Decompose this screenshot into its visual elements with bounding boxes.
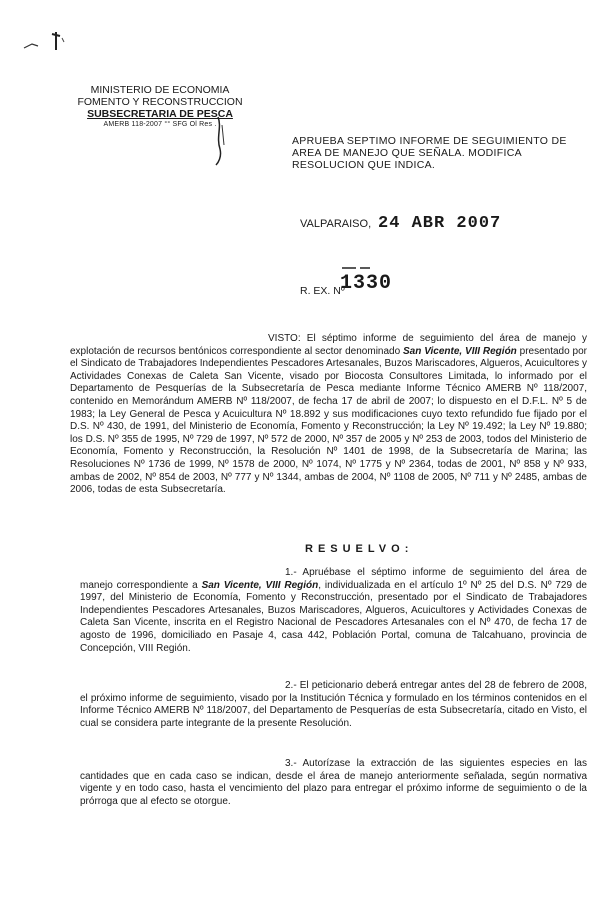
item1-place: San Vicente, VIII Región	[201, 579, 319, 591]
document-reference: AMERB 118-2007 °° SFG Ol Res .	[103, 121, 217, 128]
subsecretaria-name: SUBSECRETARIA DE PESCA	[87, 108, 233, 120]
handwritten-mark	[210, 115, 228, 167]
item1-text-1: 1.- Apruébase el séptimo informe de seguimiento del área de manejo correspondiente a	[80, 567, 587, 591]
resolution-item-1	[80, 567, 587, 655]
resolution-number: 1330	[340, 272, 393, 295]
resolution-item-3: 3.- Autorízase la extracción de las siguientes especies en las cantidades que en cada caso se indican, desde el área de manejo anteriormente señalada, según normativa vigente y en todo caso, hasta el vencimiento del plazo para entregar el próximo informe de seguimiento o de la prórroga que al efecto se otorgue.	[80, 758, 587, 807]
date-stamp: 24 ABR 2007	[378, 214, 502, 233]
ministry-subtitle: FOMENTO Y RECONSTRUCCION	[77, 96, 243, 108]
resolution-item-2: 2.- El peticionario deberá entregar antes del 28 de febrero de 2008, el próximo informe de seguimiento, visado por la Institución Técnica y formulado en los términos contenidos en el Informe Técnico AMERB Nº 118/2007, del Departamento de Pesquerías de esta Subsecretaría, citado en Visto, el cual se considera parte integrante de la presente Resolución.	[80, 680, 587, 729]
corner-pen-marks	[22, 28, 82, 58]
ministry-name: MINISTERIO DE ECONOMIA	[90, 84, 230, 96]
resuelvo-heading: RESUELVO:	[305, 543, 414, 555]
visto-text-2: presentado por el Sindicato de Trabajadores Independientes Pescadores Artesanales, Buzos Mariscadores, Algueros, Acuicultores y Actividades Conexas de Caleta San Vicente, visado por Biocosta Consultores Limitada, lo informado por el Departamento de Pesquerías de la Subsecretaría de Pesca mediante Informe Técnico AMERB Nº 118/2007, contenido en Memorándum AMERB Nº 118/2007, de fecha 17 de abril de 2007; lo dispuesto en el D.F.L. Nº 5 de 1983; la Ley General de Pesca y Acuicultura Nº 18.892 y sus modificaciones cuyo texto refundido fue fijado por el D.S. Nº 430, de 1991, del Ministerio de Economía, Fomento y Reconstrucción; la Ley Nº 19.492; la Ley Nº 19.880; los D.S. Nº 355 de 1995, Nº 729 de 1997, Nº 572 de 2000, Nº 357 de 2005 y Nº 253 de 2003, todos del Ministerio de Economía, Fomento y Reconstrucción, la Resolución Nº 1401 de 1998, de la Subsecretaría de Marina; las Resoluciones Nº 1736 de 1999, Nº 1578 de 2000, Nº 1074, Nº 1775 y Nº 2364, todas de 2001, Nº 858 y Nº 933, ambas de 2002, Nº 854 de 2003, Nº 777 y Nº 1344, ambas de 2004, Nº 1108 de 2005, Nº 711 y Nº 2485, ambas de 2006, todas de esta Subsecretaría.	[70, 345, 587, 496]
item1-text-2: , individualizada en el artículo 1º Nº 25 del D.S. Nº 729 de 1997, del Ministerio de Economía, Fomento y Reconstrucción, presentado por el Sindicato de Trabajadores Independientes Pescadores Artesanales, Buzos Mariscadores, Algueros, Acuicultores y Actividades Conexas de Caleta San Vicente, inscrita en el Registro Nacional de Pescadores Artesanales con el Nº 470, de fecha 17 de agosto de 1996, domiciliado en Pasaje 4, casa 442, Población Portal, comuna de Talcahuano, provincia de Concepción, VIII Región.	[80, 579, 587, 654]
place-label: VALPARAISO,	[300, 218, 372, 230]
subject-line: APRUEBA SEPTIMO INFORME DE SEGUIMIENTO DE AREA DE MANEJO QUE SEÑALA. MODIFICA RESOLUCION QUE INDICA.	[292, 135, 567, 171]
visto-place: San Vicente, VIII Región	[403, 345, 517, 357]
visto-paragraph	[70, 333, 587, 497]
resolution-label: R. EX. Nº	[300, 285, 345, 297]
handwritten-dash	[342, 266, 382, 270]
ministry-header	[60, 84, 260, 129]
visto-text-1: VISTO: El séptimo informe de seguimiento del área de manejo y explotación de recursos bentónicos correspondiente al sector denominado	[70, 333, 587, 357]
